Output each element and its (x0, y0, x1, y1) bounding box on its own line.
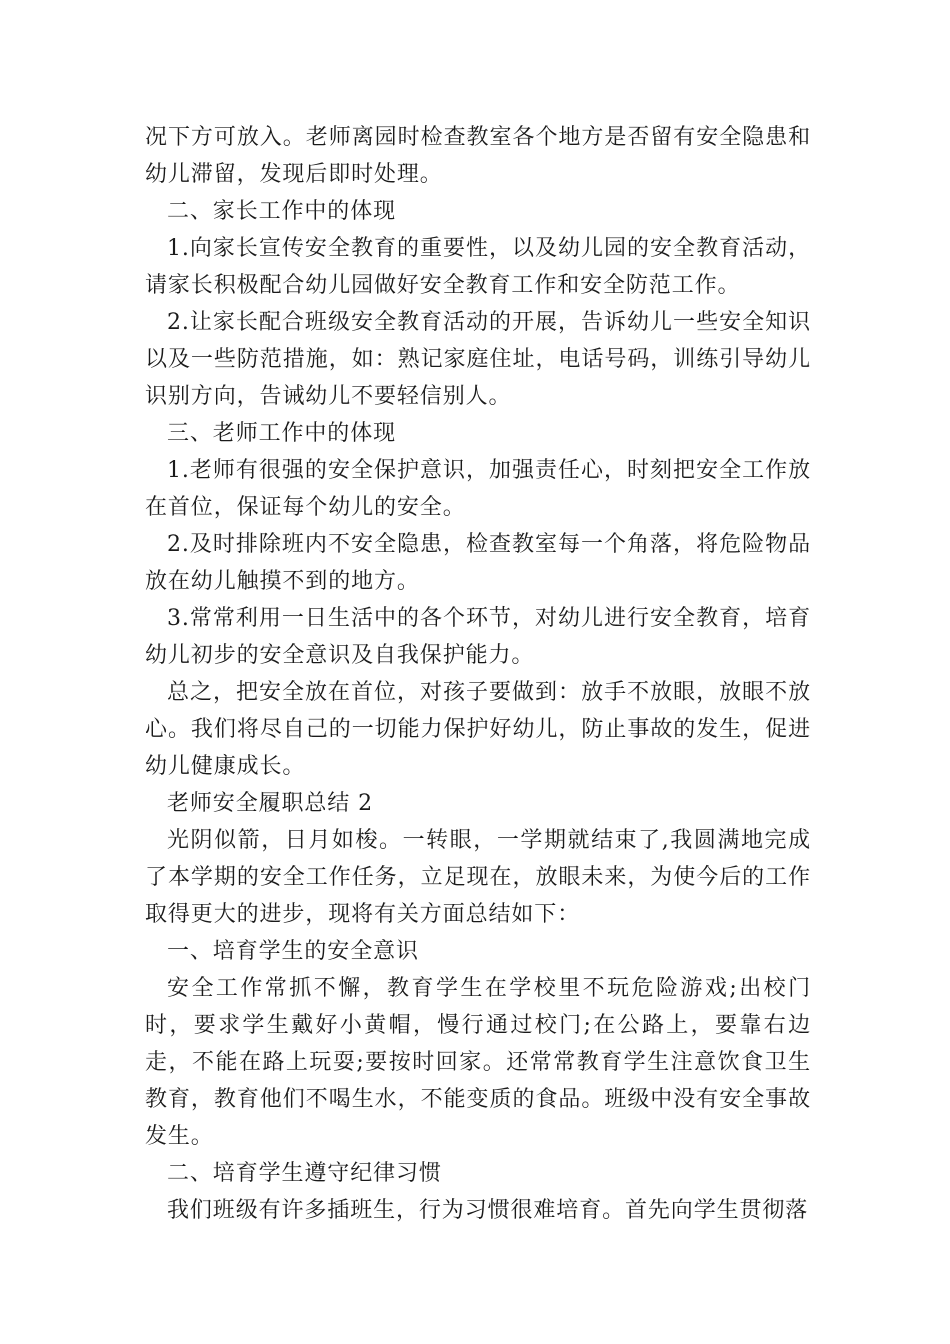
paragraph: 我们班级有许多插班生，行为习惯很难培育。首先向学生贯彻落 (167, 1198, 809, 1223)
paragraph: 1.向家长宣传安全教育的重要性，以及幼儿园的安全教育活动，请家长积极配合幼儿园做好安全教育工作和安全防范工作。 (145, 236, 811, 298)
document-title: 老师安全履职总结 2 (167, 791, 373, 816)
document-body (145, 119, 811, 1229)
section-heading: 二、培育学生遵守纪律习惯 (167, 1161, 442, 1186)
paragraph: 光阴似箭，日月如梭。一转眼，一学期就结束了,我圆满地完成了本学期的安全工作任务，立足现在，放眼未来，为使今后的工作取得更大的进步，现将有关方面总结如下： (145, 828, 811, 927)
section-heading: 一、培育学生的安全意识 (167, 939, 419, 964)
section-heading: 二、家长工作中的体现 (167, 199, 397, 224)
paragraph: 3.常常利用一日生活中的各个环节，对幼儿进行安全教育，培育幼儿初步的安全意识及自我保护能力。 (145, 606, 811, 668)
paragraph: 2.及时排除班内不安全隐患，检查教室每一个角落，将危险物品放在幼儿触摸不到的地方。 (145, 532, 811, 594)
paragraph: 况下方可放入。老师离园时检查教室各个地方是否留有安全隐患和幼儿滞留，发现后即时处理。 (145, 125, 811, 187)
paragraph: 1.老师有很强的安全保护意识，加强责任心，时刻把安全工作放在首位，保证每个幼儿的安全。 (145, 458, 811, 520)
paragraph: 2.让家长配合班级安全教育活动的开展，告诉幼儿一些安全知识以及一些防范措施，如：熟记家庭住址，电话号码，训练引导幼儿识别方向，告诫幼儿不要轻信别人。 (145, 310, 811, 409)
paragraph: 安全工作常抓不懈，教育学生在学校里不玩危险游戏;出校门时，要求学生戴好小黄帽，慢行通过校门;在公路上，要靠右边走，不能在路上玩耍;要按时回家。还常常教育学生注意饮食卫生教育，教育他们不喝生水，不能变质的食品。班级中没有安全事故发生。 (145, 976, 811, 1149)
paragraph: 总之，把安全放在首位，对孩子要做到：放手不放眼，放眼不放心。我们将尽自己的一切能力保护好幼儿，防止事故的发生，促进幼儿健康成长。 (145, 680, 811, 779)
section-heading: 三、老师工作中的体现 (167, 421, 397, 446)
